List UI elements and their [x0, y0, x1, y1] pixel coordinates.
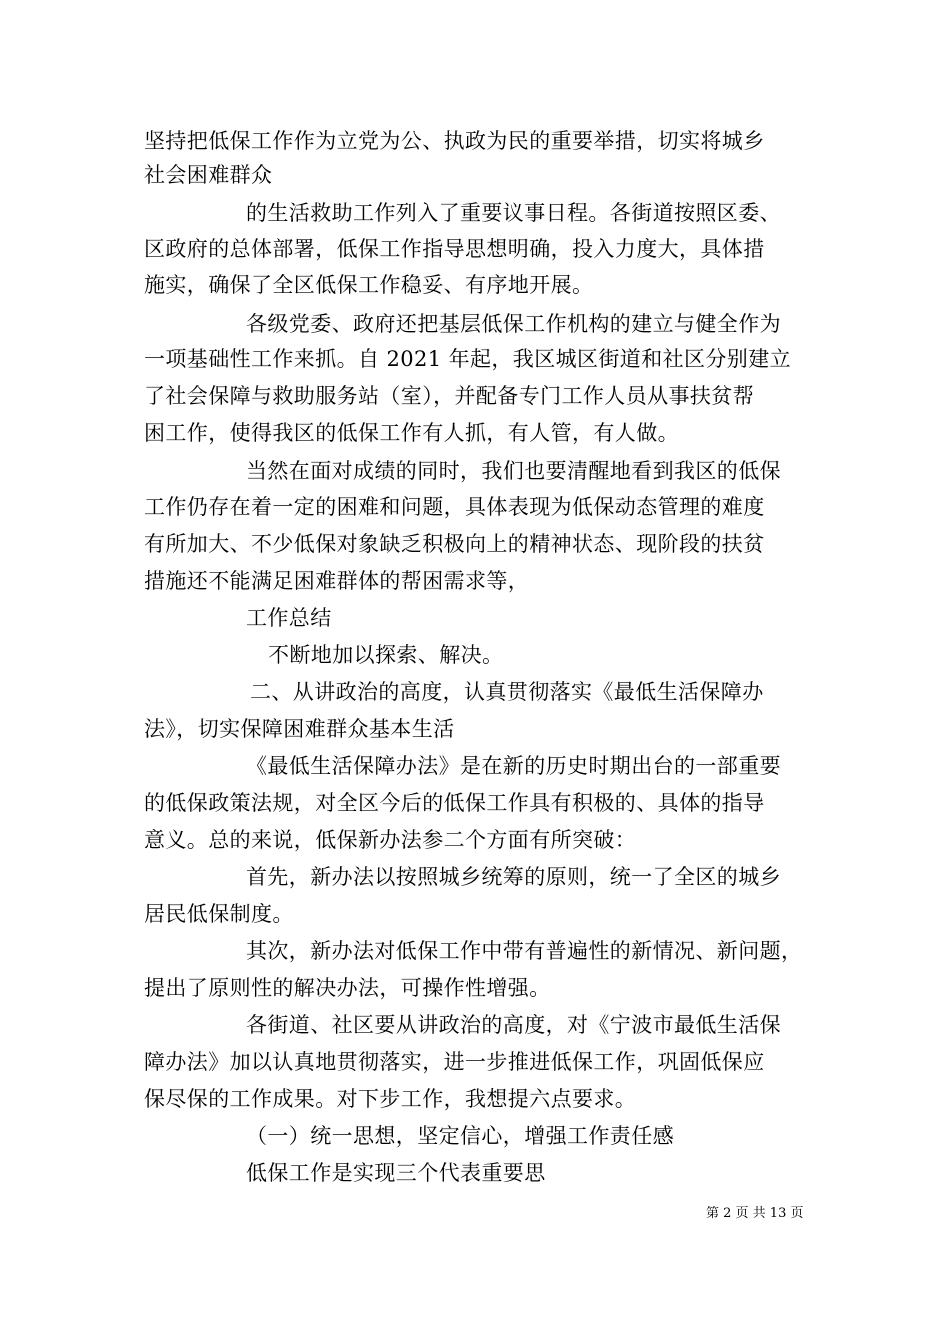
subsection-heading: （一）统一思想，坚定信心，增强工作责任感: [246, 1124, 674, 1148]
text-line: 低保工作是实现三个代表重要思: [246, 1161, 546, 1185]
text-line: 区政府的总体部署，低保工作指导思想明确，投入力度大，具体措: [144, 237, 765, 261]
text-line: 的低保政策法规，对全区今后的低保工作具有积极的、具体的指导: [144, 791, 765, 815]
text-line: 各级党委、政府还把基层低保工作机构的建立与健全作为: [246, 312, 781, 336]
text-line: 居民低保制度。: [144, 902, 294, 926]
text-line: 工作仍存在着一定的困难和问题，具体表现为低保动态管理的难度: [144, 495, 765, 519]
text-line: 社会困难群众: [144, 163, 273, 187]
text-line: 障办法》加以认真地贯彻落实，进一步推进低保工作，巩固低保应: [144, 1050, 765, 1074]
page-number: 第 2 页 共 13 页: [706, 1206, 804, 1221]
section-heading: 法》，切实保障困难群众基本生活: [144, 717, 455, 741]
text-line: 有所加大、不少低保对象缺乏积极向上的精神状态、现阶段的扶贫: [144, 532, 765, 556]
text-line: 首先，新办法以按照城乡统筹的原则，统一了全区的城乡: [246, 865, 781, 889]
section-label: 工作总结: [246, 606, 332, 630]
text-line: 其次，新办法对低保工作中带有普遍性的新情况、新问题，: [246, 939, 803, 963]
text-line: 不断地加以探索、解决。: [268, 643, 504, 667]
text-line: 一项基础性工作来抓。自 2021 年起，我区城区街道和社区分别建立: [144, 347, 791, 371]
text-line: 施实，确保了全区低保工作稳妥、有序地开展。: [144, 273, 594, 297]
text-line: 保尽保的工作成果。对下步工作，我想提六点要求。: [144, 1087, 637, 1111]
text-line: 困工作，使得我区的低保工作有人抓，有人管，有人做。: [144, 421, 679, 445]
text-line: 各街道、社区要从讲政治的高度，对《宁波市最低生活保: [246, 1013, 781, 1037]
text-line: 措施还不能满足困难群体的帮困需求等，: [144, 569, 530, 593]
text-line: 坚持把低保工作作为立党为公、执政为民的重要举措，切实将城乡: [144, 129, 765, 153]
text-line: 《最低生活保障办法》是在新的历史时期出台的一部重要: [246, 754, 781, 778]
text-line: 提出了原则性的解决办法，可操作性增强。: [144, 976, 551, 1000]
text-line: 当然在面对成绩的同时，我们也要清醒地看到我区的低保: [246, 459, 781, 483]
text-line: 了社会保障与救助服务站（室），并配备专门工作人员从事扶贫帮: [144, 384, 755, 408]
text-line: 意义。总的来说，低保新办法参二个方面有所突破：: [144, 828, 637, 852]
text-line: 的生活救助工作列入了重要议事日程。各街道按照区委、: [246, 201, 781, 225]
section-heading: 二、从讲政治的高度，认真贯彻落实《最低生活保障办: [250, 680, 764, 704]
